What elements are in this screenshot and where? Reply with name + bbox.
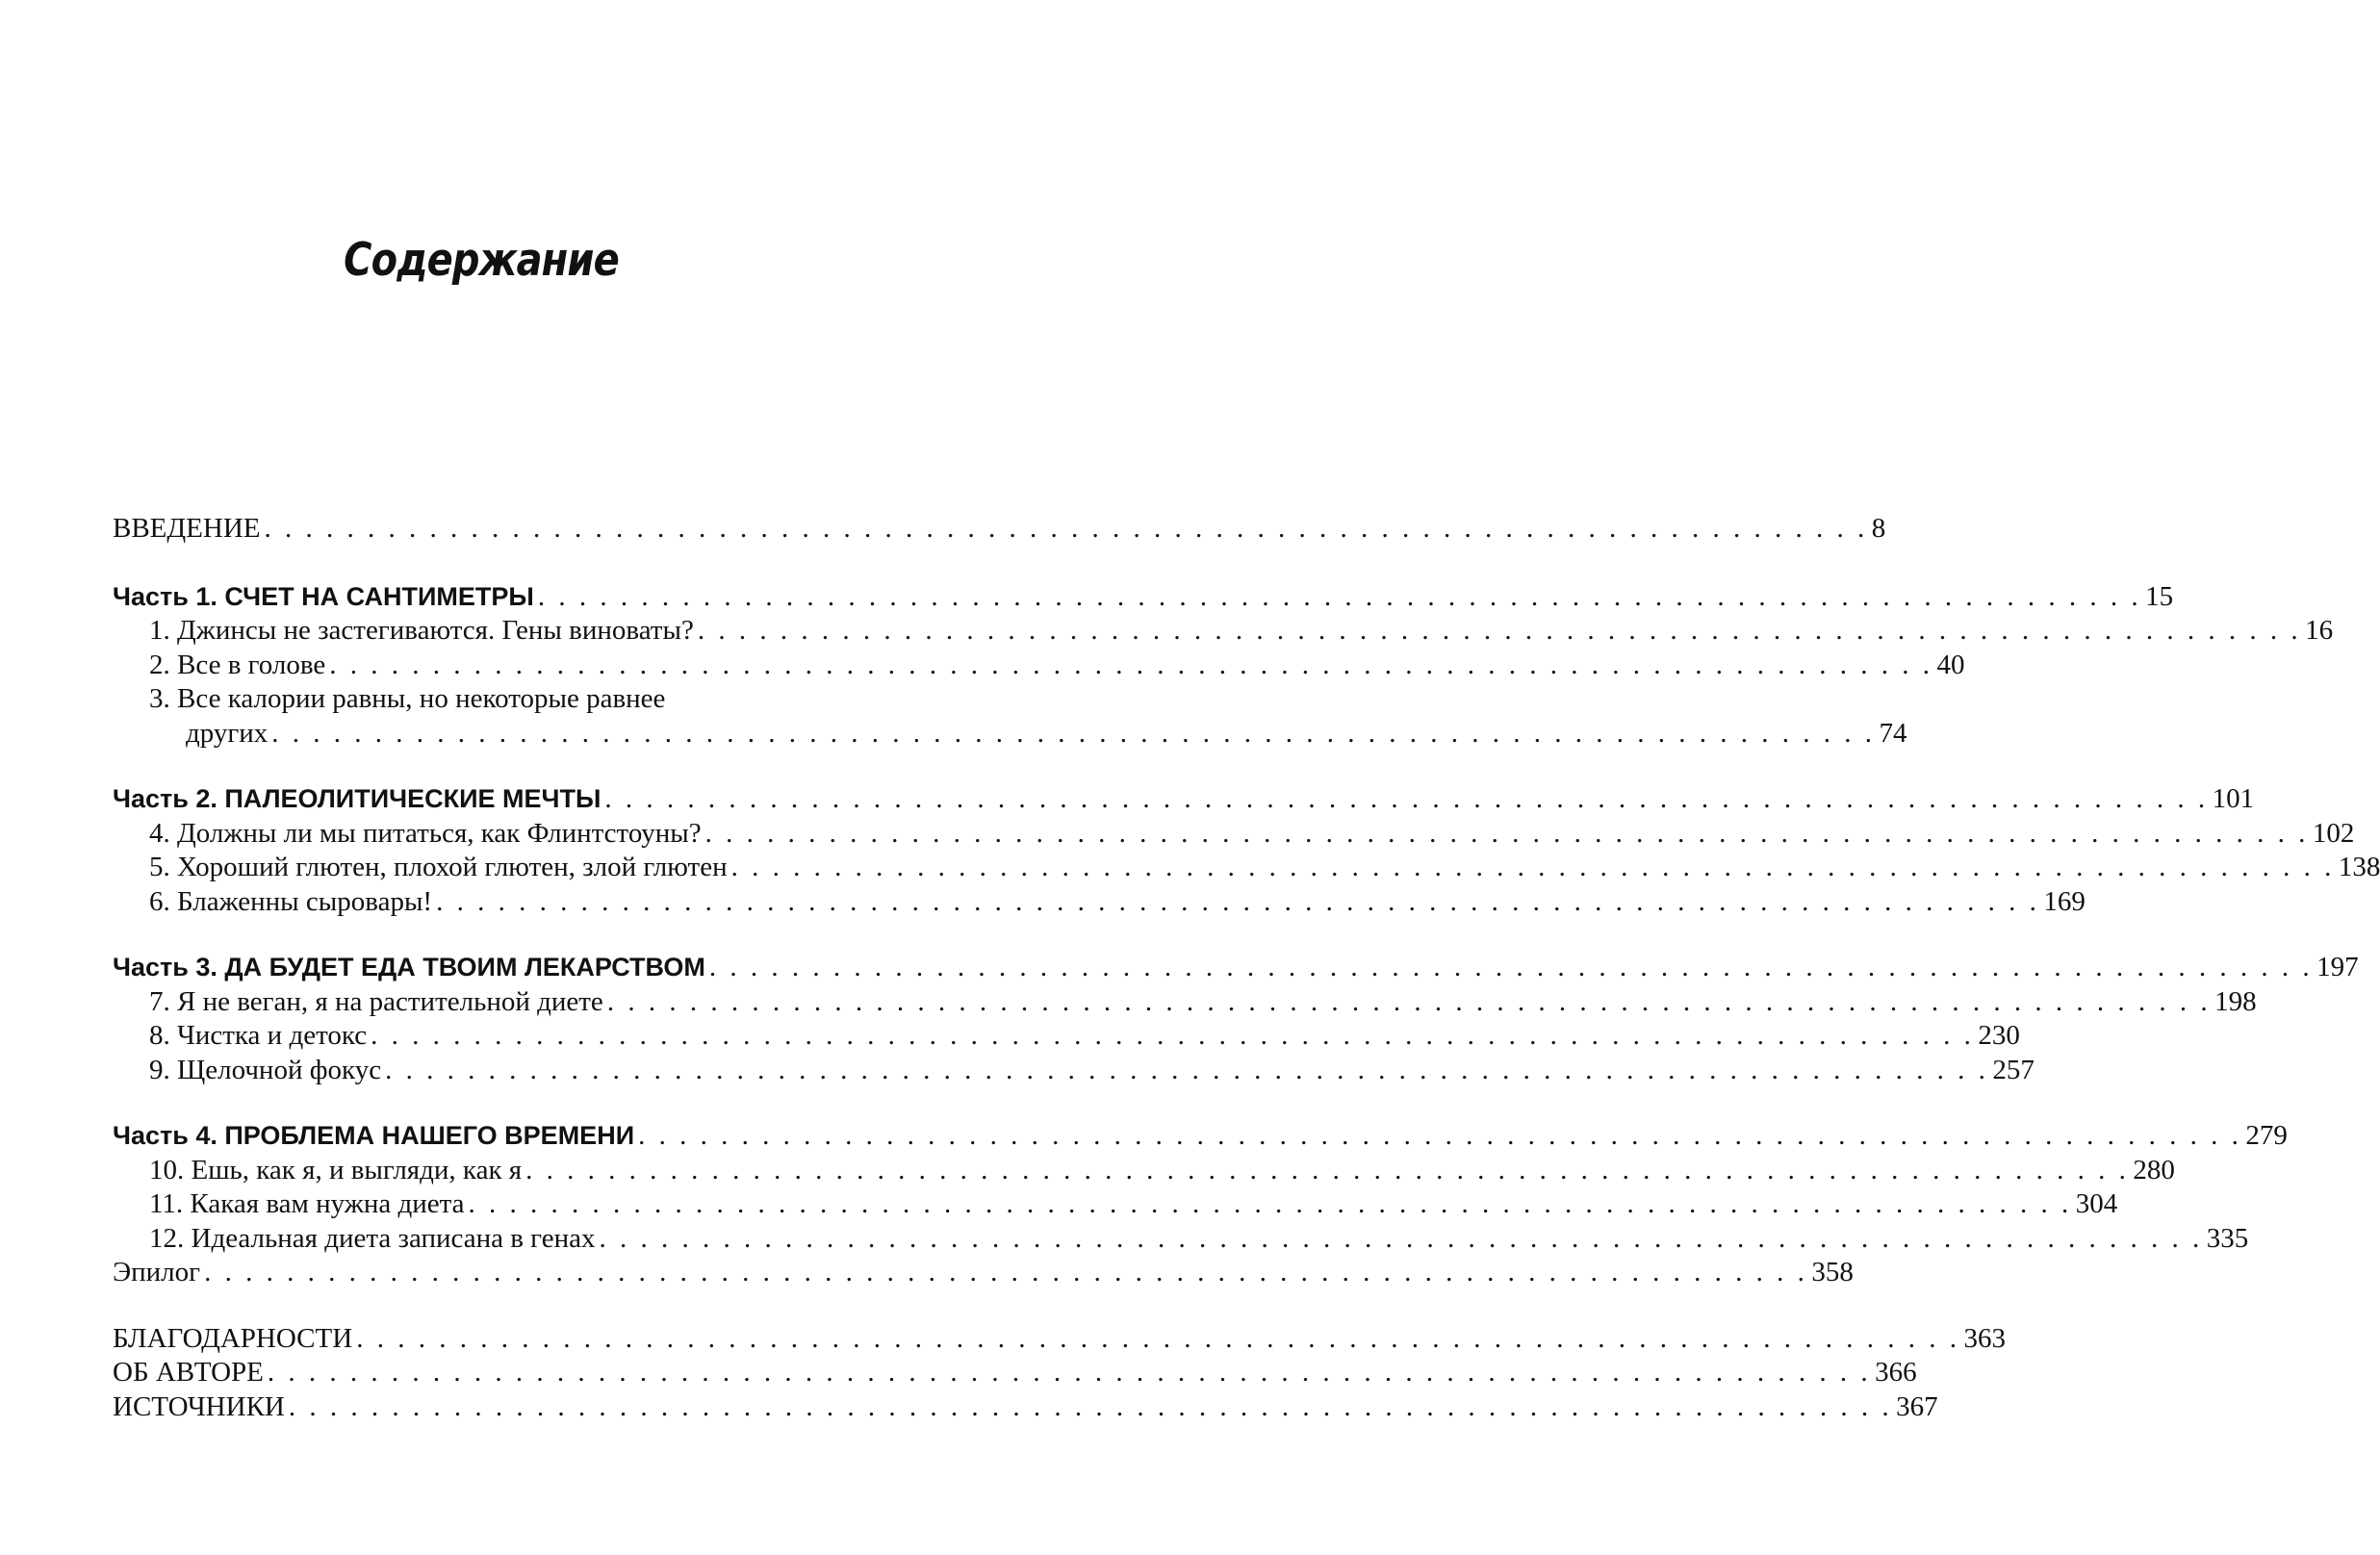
toc-entry-page: 367 — [1896, 1390, 1938, 1422]
dot-leader — [469, 1187, 2072, 1222]
toc-entry-label: 10. Ешь, как я, и выгляди, как я — [149, 1154, 523, 1185]
toc-entry-sources[interactable] — [113, 1390, 1938, 1425]
dot-leader — [385, 1054, 1988, 1088]
toc-part-1[interactable] — [113, 580, 2174, 615]
dot-leader — [638, 1119, 2241, 1154]
toc-entry-page: 197 — [2316, 952, 2359, 982]
dot-leader — [604, 782, 2208, 817]
toc-entry-label: 4. Должны ли мы питаться, как Флинтстоуны? — [149, 817, 702, 849]
dot-leader — [525, 1154, 2129, 1188]
toc-chapter-5[interactable] — [113, 851, 2380, 885]
toc-entry-page: 279 — [2245, 1120, 2288, 1151]
dot-leader — [271, 717, 1875, 752]
toc-chapter-8[interactable] — [113, 1019, 2020, 1054]
toc-entry-page: 335 — [2206, 1222, 2249, 1254]
toc-entry-page: 102 — [2312, 817, 2355, 849]
dot-leader — [731, 851, 2335, 885]
toc-entry-page: 198 — [2214, 985, 2257, 1017]
toc-entry-page: 169 — [2043, 885, 2086, 917]
dot-leader — [436, 885, 2039, 920]
toc-part-2[interactable] — [113, 782, 2255, 817]
dot-leader — [265, 512, 1868, 547]
dot-leader — [599, 1222, 2202, 1257]
dot-leader — [371, 1019, 1974, 1054]
dot-leader — [607, 985, 2211, 1020]
dot-leader — [329, 649, 1932, 683]
toc-entry-label: 11. Какая вам нужна диета — [149, 1188, 465, 1219]
toc-part-label: Часть 3. ДА БУДЕТ ЕДА ТВОИМ ЛЕКАРСТВОМ — [113, 953, 705, 981]
toc-entry-page: 16 — [2305, 615, 2334, 646]
dot-leader — [709, 951, 2313, 985]
dot-leader — [289, 1390, 1892, 1425]
toc-entry-acknowledgements[interactable] — [113, 1322, 2006, 1357]
page-title: Содержание — [344, 234, 619, 287]
toc-entry-label: ВВЕДЕНИЕ — [113, 513, 261, 544]
toc-entry-label: Эпилог — [113, 1257, 201, 1287]
toc-entry-label: 12. Идеальная диета записана в генах — [149, 1222, 596, 1254]
toc-entry-label: 8. Чистка и детокс — [149, 1020, 368, 1051]
toc-entry-page: 304 — [2075, 1188, 2118, 1219]
toc-entry-page: 363 — [1963, 1322, 2006, 1354]
toc-entry-epilogue[interactable] — [113, 1256, 1854, 1290]
toc-chapter-12[interactable] — [113, 1222, 2249, 1257]
toc-chapter-1[interactable] — [113, 614, 2334, 649]
toc-chapter-6[interactable] — [113, 885, 2086, 920]
toc-chapter-7[interactable] — [113, 985, 2257, 1020]
toc-chapter-4[interactable] — [113, 817, 2355, 852]
toc-entry-label: 3. Все калории равны, но некоторые равнее — [149, 683, 666, 714]
toc-entry-page: 138 — [2338, 852, 2380, 882]
toc-entry-page: 40 — [1936, 649, 1965, 680]
toc-part-label: Часть 1. СЧЕТ НА САНТИМЕТРЫ — [113, 581, 534, 611]
toc-entry-page: 74 — [1879, 717, 1907, 749]
toc-entry-label: ОБ АВТОРЕ — [113, 1357, 264, 1388]
toc-entry-page: 8 — [1871, 513, 1886, 544]
dot-leader — [538, 580, 2141, 615]
toc-chapter-2[interactable] — [113, 649, 1965, 683]
toc-part-label: Часть 2. ПАЛЕОЛИТИЧЕСКИЕ МЕЧТЫ — [113, 784, 601, 813]
dot-leader — [705, 817, 2309, 852]
dot-leader — [268, 1356, 1871, 1390]
toc-part-4[interactable] — [113, 1119, 2288, 1154]
toc-part-label: Часть 4. ПРОБЛЕМА НАШЕГО ВРЕМЕНИ — [113, 1121, 635, 1150]
toc-entry-label-cont: других — [186, 717, 269, 749]
toc-entry-page: 366 — [1875, 1357, 1917, 1388]
toc-chapter-9[interactable] — [113, 1054, 2035, 1088]
dot-leader — [356, 1322, 1959, 1357]
toc-entry-label: БЛАГОДАРНОСТИ — [113, 1322, 353, 1354]
toc-chapter-3-continued[interactable] — [113, 717, 1907, 752]
toc-entry-page: 280 — [2133, 1154, 2175, 1185]
table-of-contents — [113, 512, 2380, 1424]
toc-entry-page: 15 — [2145, 580, 2174, 612]
toc-entry-label: 5. Хороший глютен, плохой глютен, злой глютен — [149, 852, 728, 882]
toc-entry-page: 230 — [1978, 1020, 2020, 1051]
dot-leader — [698, 614, 2301, 649]
toc-part-3[interactable] — [113, 951, 2359, 985]
toc-entry-label: 6. Блаженны сыровары! — [149, 885, 433, 917]
toc-entry-page: 257 — [1992, 1054, 2035, 1085]
toc-entry-label: ИСТОЧНИКИ — [113, 1390, 285, 1422]
toc-entry-label: 1. Джинсы не застегиваются. Гены виноваты? — [149, 615, 694, 646]
toc-chapter-11[interactable] — [113, 1187, 2118, 1222]
toc-entry-label: 9. Щелочной фокус — [149, 1054, 382, 1085]
toc-entry-label: 7. Я не веган, я на растительной диете — [149, 985, 603, 1017]
toc-entry-label: 2. Все в голове — [149, 649, 326, 680]
dot-leader — [204, 1256, 1807, 1290]
toc-chapter-10[interactable] — [113, 1154, 2175, 1188]
toc-entry-page: 101 — [2212, 783, 2255, 814]
toc-entry-page: 358 — [1811, 1257, 1854, 1287]
toc-entry-intro[interactable] — [113, 512, 1886, 547]
toc-chapter-3[interactable] — [113, 682, 820, 717]
toc-entry-about-author[interactable] — [113, 1356, 1917, 1390]
